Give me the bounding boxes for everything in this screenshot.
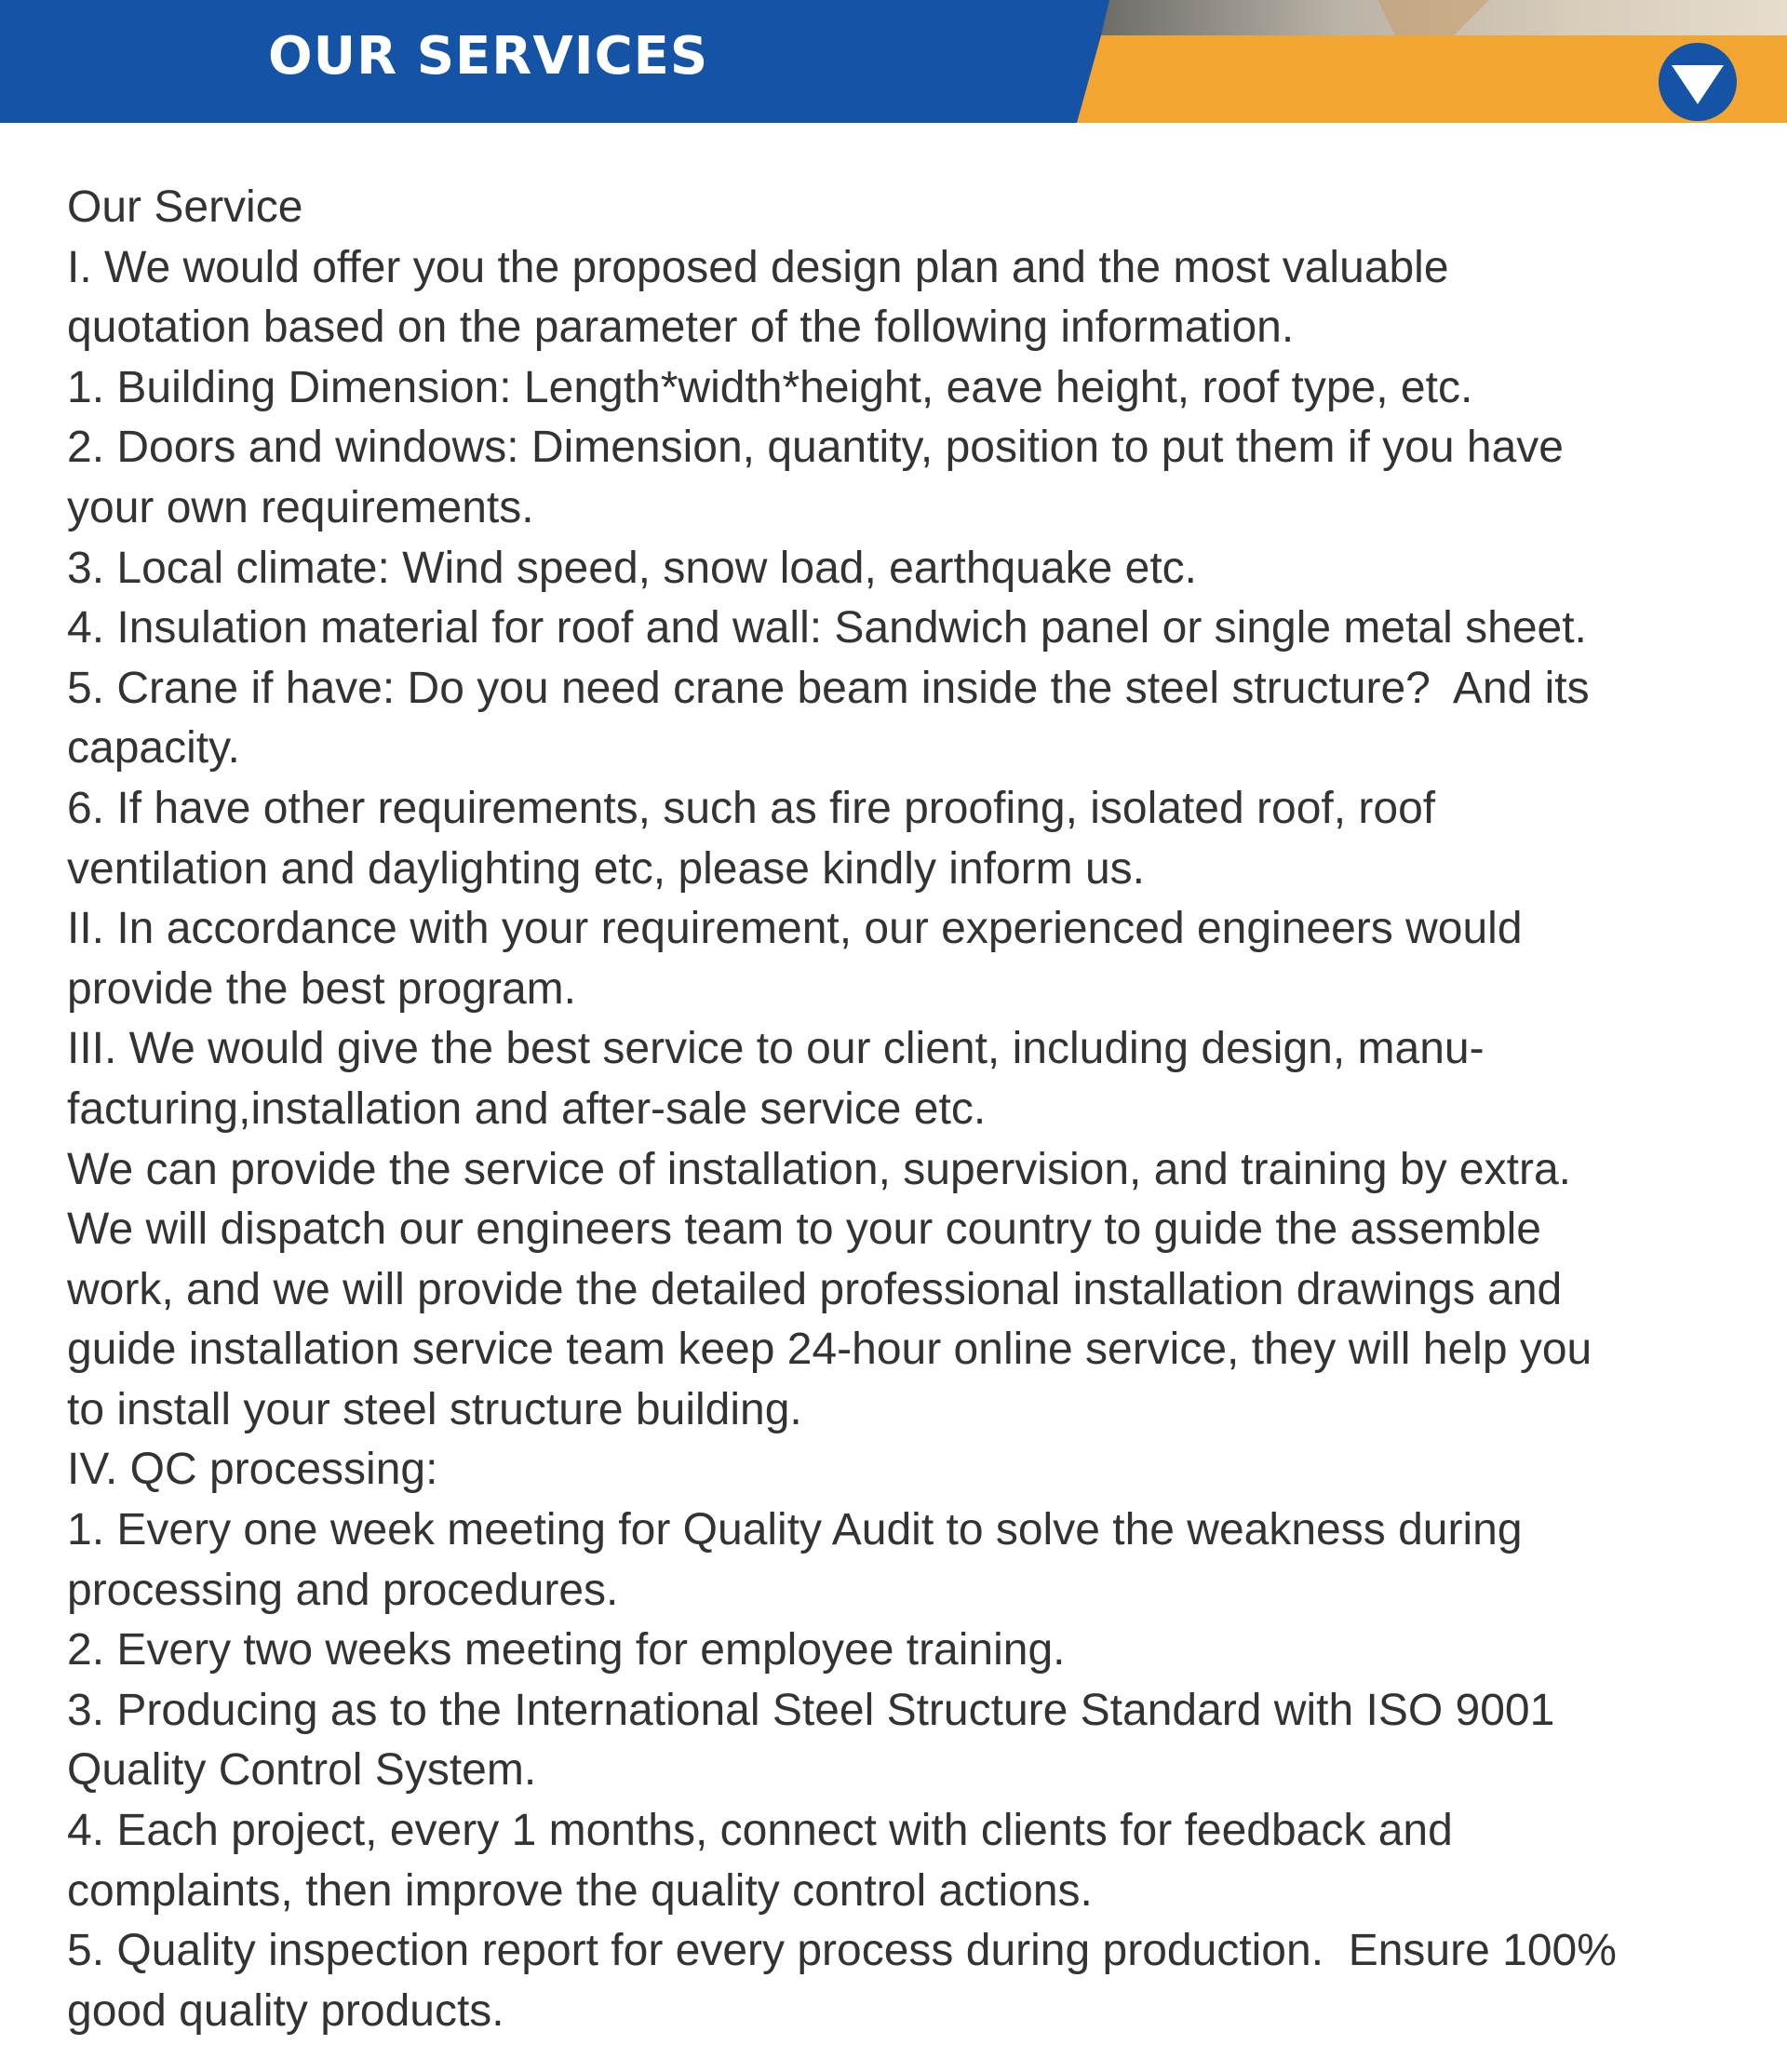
text-line: ventilation and daylighting etc, please kindly inform us. <box>67 843 1145 894</box>
text-line: 3. Local climate: Wind speed, snow load, earthquake etc. <box>67 543 1198 593</box>
text-line: 4. Each project, every 1 months, connect with clients for feedback and <box>67 1806 1453 1856</box>
text-line: We can provide the service of installation, supervision, and training by extra. <box>67 1144 1571 1194</box>
text-line: 6. If have other requirements, such as fire proofing, isolated roof, roof <box>67 783 1436 833</box>
text-line: work, and we will provide the detailed professional installation drawings and <box>67 1264 1563 1314</box>
text-line: processing and procedures. <box>67 1565 619 1615</box>
text-line: 4. Insulation material for roof and wall: Sandwich panel or single metal sheet. <box>67 603 1587 653</box>
text-line: capacity. <box>67 723 240 774</box>
text-line: your own requirements. <box>67 482 534 532</box>
chevron-down-circle-icon[interactable] <box>1659 43 1737 121</box>
services-banner <box>0 0 1787 123</box>
text-line: 3. Producing as to the International Steel Structure Standard with ISO 9001 <box>67 1685 1555 1735</box>
text-line: good quality products. <box>67 1985 504 2036</box>
text-line: III. We would give the best service to our client, including design, manu- <box>67 1024 1485 1074</box>
text-line: II. In accordance with your requirement, our experienced engineers would <box>67 904 1523 954</box>
text-line: 2. Every two weeks meeting for employee training. <box>67 1625 1066 1675</box>
text-line: Quality Control System. <box>67 1745 537 1796</box>
services-text <box>67 178 1770 2041</box>
text-line: 5. Quality inspection report for every process during production. Ensure 100% <box>67 1926 1617 1976</box>
text-line: guide installation service team keep 24-hour online service, they will help you <box>67 1325 1592 1375</box>
text-line: I. We would offer you the proposed design plan and the most valuable <box>67 242 1449 292</box>
text-line: quotation based on the parameter of the following information. <box>67 303 1295 353</box>
text-line: 5. Crane if have: Do you need crane beam inside the steel structure? And its <box>67 663 1590 713</box>
text-line: facturing,installation and after-sale service etc. <box>67 1083 987 1134</box>
text-line: We will dispatch our engineers team to your country to guide the assemble <box>67 1204 1541 1255</box>
text-line: to install your steel structure building. <box>67 1384 802 1434</box>
text-line: 2. Doors and windows: Dimension, quantity, position to put them if you have <box>67 423 1564 473</box>
text-line: 1. Every one week meeting for Quality Audit to solve the weakness during <box>67 1505 1523 1555</box>
text-line: provide the best program. <box>67 963 576 1014</box>
text-line: IV. QC processing: <box>67 1445 438 1495</box>
text-line: 1. Building Dimension: Length*width*height, eave height, roof type, etc. <box>67 362 1473 412</box>
banner-title: OUR SERVICES <box>268 26 709 87</box>
service-heading: Our Service <box>67 182 303 232</box>
text-line: complaints, then improve the quality control actions. <box>67 1865 1093 1916</box>
